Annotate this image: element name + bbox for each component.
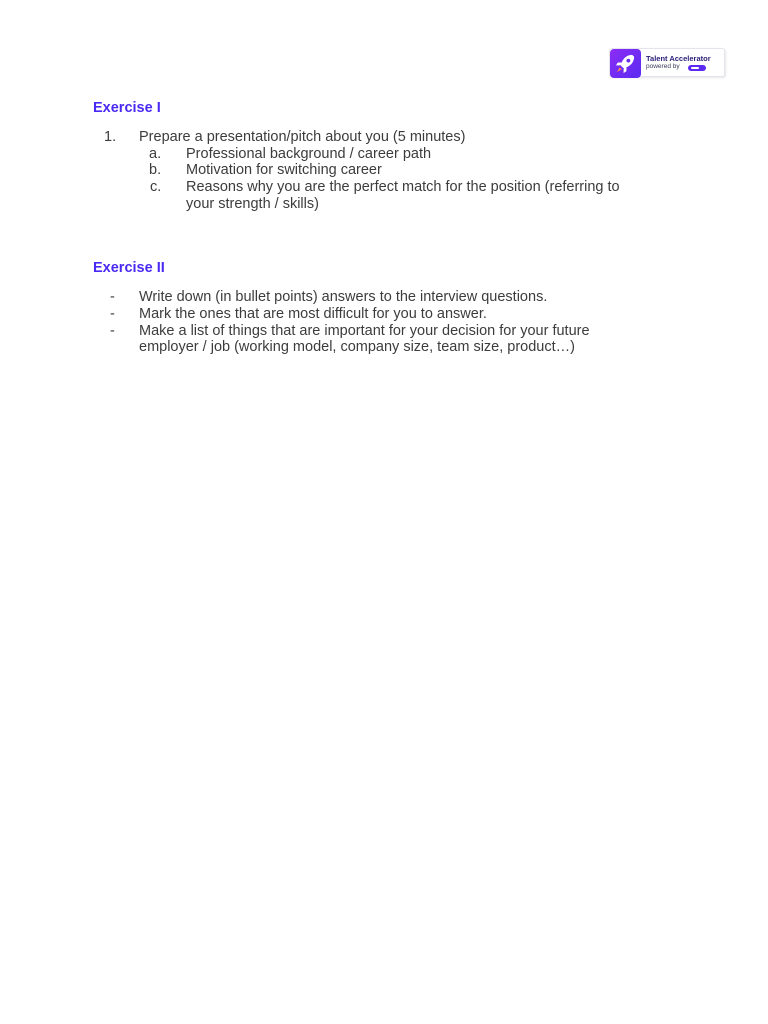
partner-logo-icon (688, 64, 706, 72)
logo-title: Talent Accelerator (646, 54, 711, 63)
logo-subtitle: powered by (646, 63, 680, 70)
talent-accelerator-logo (609, 48, 725, 77)
bullet-marker: - (110, 323, 115, 339)
bullet-text-continuation: employer / job (working model, company size, team size, product…) (139, 339, 575, 355)
subitem-marker: c. (150, 179, 162, 195)
bullet-marker: - (110, 289, 115, 305)
bullet-text: Mark the ones that are most difficult for you to answer. (139, 306, 487, 322)
bullet-text: Make a list of things that are important for your decision for your future (139, 323, 590, 339)
subitem-text: Professional background / career path (186, 146, 432, 162)
subitem-marker: a. (149, 146, 162, 162)
subitem-marker: b. (149, 162, 162, 178)
subitem-text: Motivation for switching career (186, 162, 382, 178)
bullet-text: Write down (in bullet points) answers to the interview questions. (139, 289, 548, 305)
subitem-text-continuation: your strength / skills) (186, 196, 319, 212)
subitem-text: Reasons why you are the perfect match for the position (referring to (186, 179, 620, 195)
exercise-1-heading: Exercise I (93, 100, 161, 116)
rocket-icon (610, 49, 641, 78)
exercise-1-item-number: 1. (104, 129, 117, 145)
bullet-marker: - (110, 306, 115, 322)
exercise-2-heading: Exercise II (93, 260, 165, 276)
exercise-1-item-text: Prepare a presentation/pitch about you (5 minutes) (139, 129, 466, 145)
